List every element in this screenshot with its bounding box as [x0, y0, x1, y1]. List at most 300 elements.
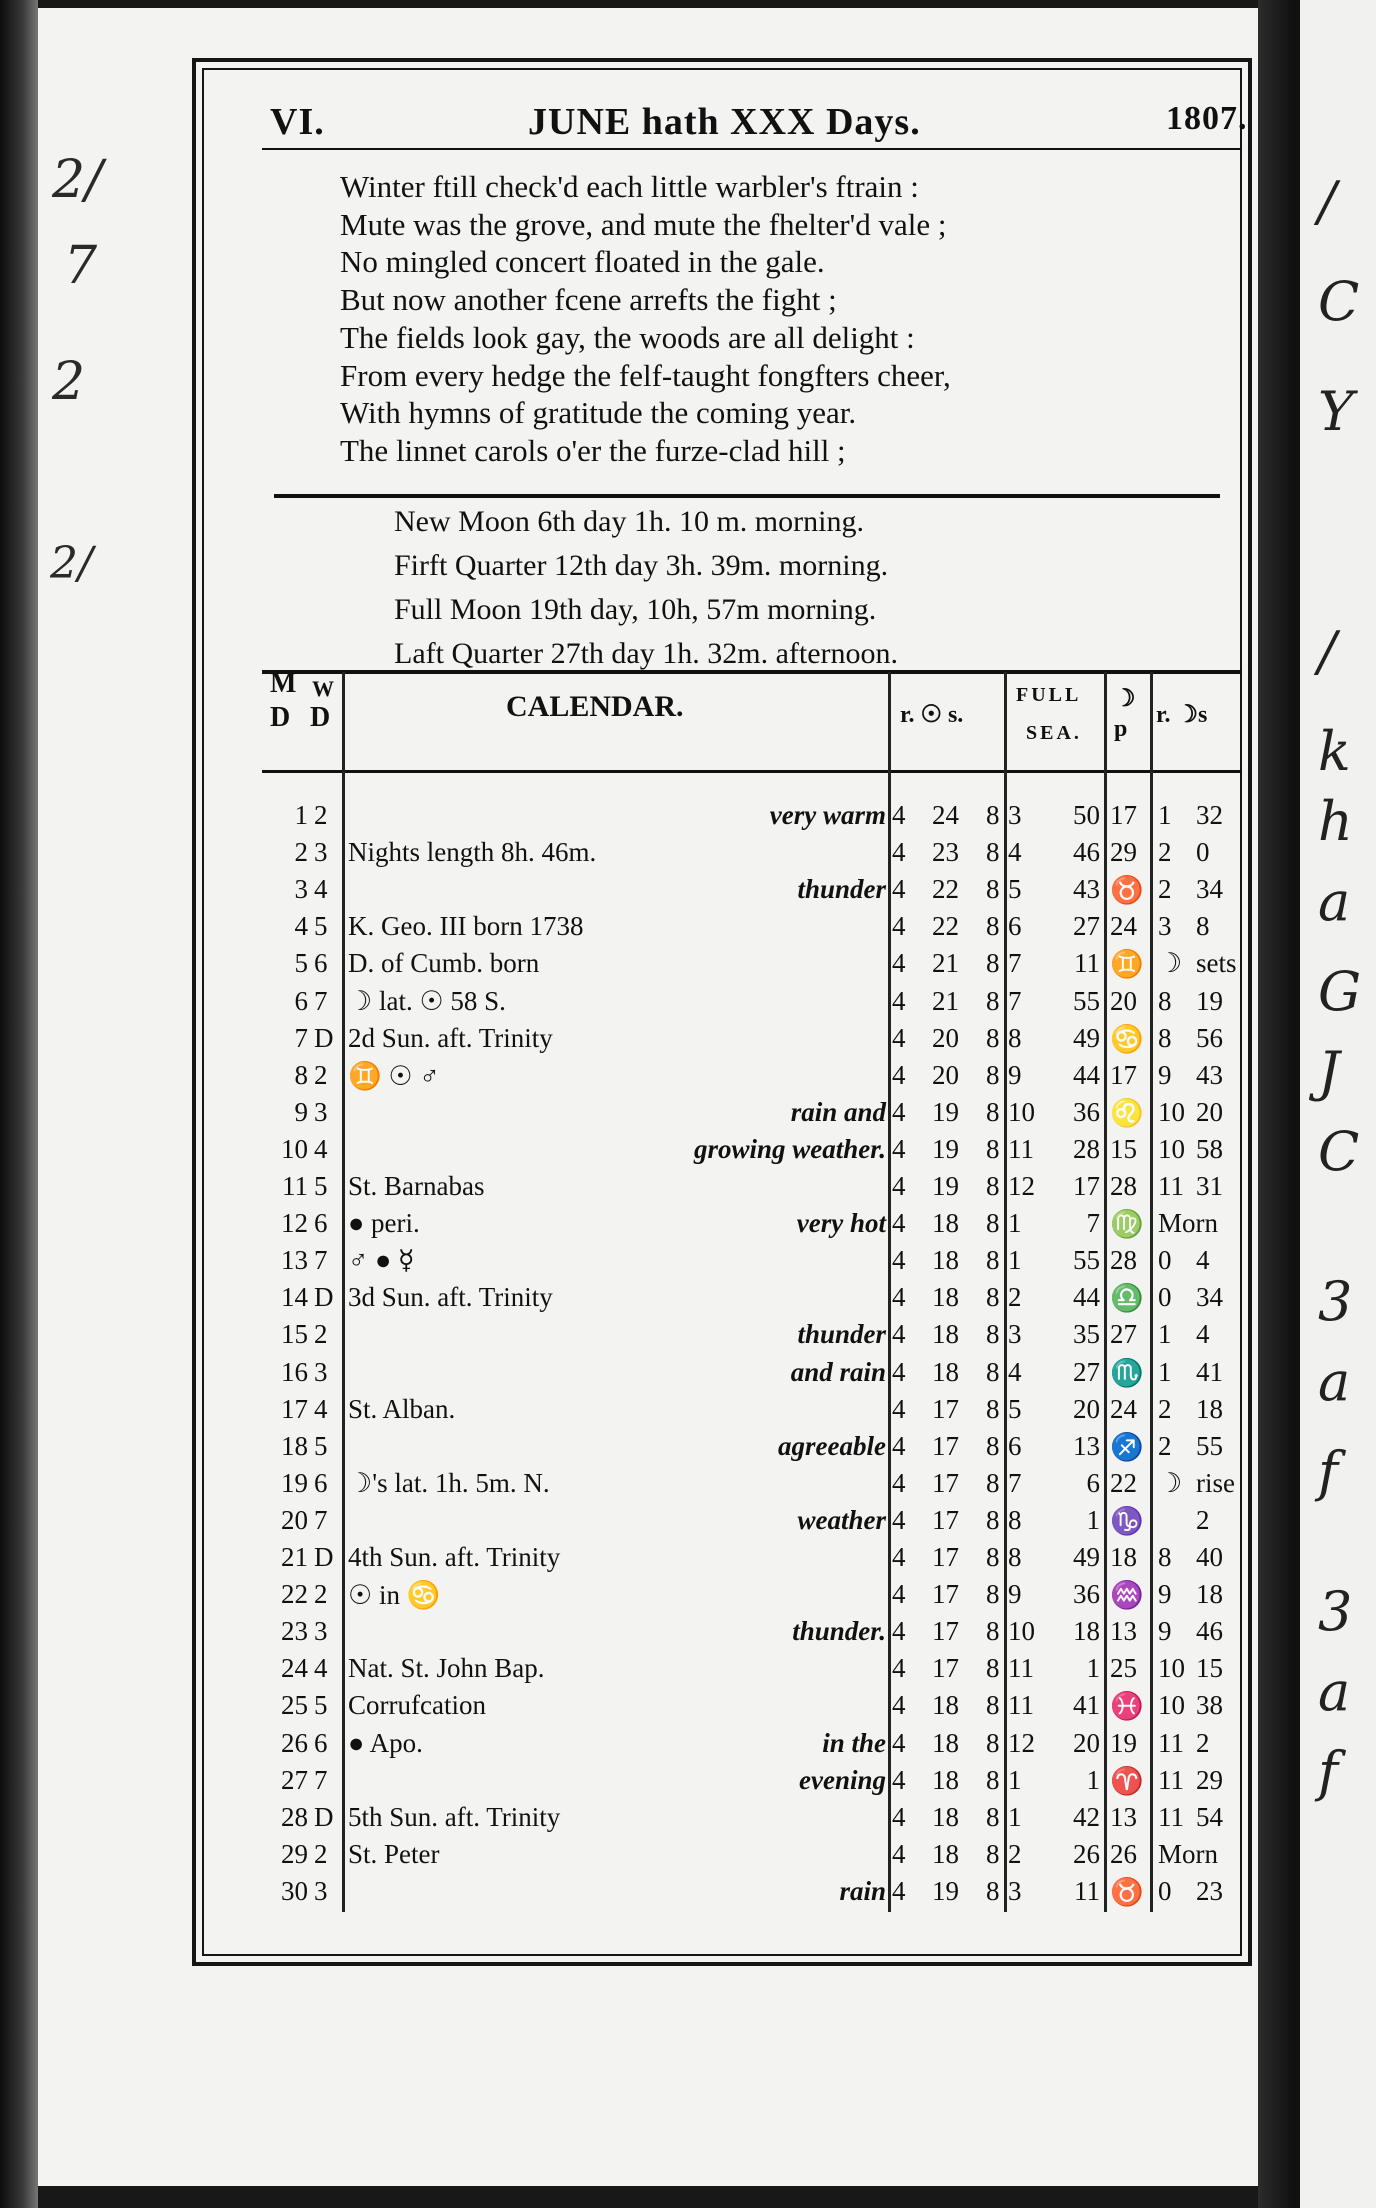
sunset-hour: 8: [986, 1616, 1000, 1647]
sunrise-hour: 4: [892, 1133, 906, 1164]
weather-note: weather: [797, 1504, 886, 1535]
event: 3d Sun. aft. Trinity: [348, 1282, 553, 1313]
day-of-week: 7: [314, 1245, 328, 1276]
facing-page-script: /: [1318, 620, 1337, 683]
full-sea-hour: 9: [1008, 1579, 1022, 1610]
day-of-month: 14: [281, 1282, 308, 1313]
full-sea-hour: 7: [1008, 1467, 1022, 1498]
poem-line: The linnet carols o'er the furze-clad hill ;: [340, 432, 846, 468]
sunset-hour: 8: [986, 1022, 1000, 1053]
day-of-month: 26: [281, 1727, 308, 1758]
moon-rise-minute: 2: [1196, 1504, 1210, 1535]
table-row: [0, 1431, 1240, 1468]
facing-page-script: 3: [1318, 1580, 1353, 1643]
day-of-week: 2: [314, 800, 328, 830]
day-of-month: 22: [281, 1579, 308, 1610]
full-sea-hour: 8: [1008, 1504, 1022, 1535]
sunrise-hour: 4: [892, 837, 906, 868]
day-of-week: 7: [314, 1764, 328, 1795]
col-moon-place-bottom: p: [1114, 716, 1128, 742]
table-row: [0, 837, 1240, 874]
day-of-month: 30: [281, 1875, 308, 1906]
table-row: [0, 1505, 1240, 1542]
full-sea-hour: 3: [1008, 800, 1022, 830]
day-of-month: 16: [281, 1356, 308, 1387]
sunrise-hour: 4: [892, 1690, 906, 1721]
moon-rise-minute: 58: [1196, 1133, 1223, 1164]
day-of-month: 13: [281, 1245, 308, 1276]
full-sea-minute: 20: [1073, 1393, 1100, 1424]
full-sea-hour: 10: [1008, 1616, 1035, 1647]
day-of-month: 19: [281, 1467, 308, 1498]
moon-rise-hour: 1: [1158, 1319, 1172, 1350]
moon-rise-hour: ☽: [1158, 948, 1183, 979]
full-sea-minute: 41: [1073, 1690, 1100, 1721]
sunrise-hour: 4: [892, 800, 906, 830]
facing-page-script: G: [1318, 960, 1362, 1023]
moon-rise-minute: 32: [1196, 800, 1223, 830]
table-row: [0, 1765, 1240, 1802]
day-of-month: 18: [281, 1430, 308, 1461]
sunrise-minute: 18: [932, 1208, 959, 1239]
day-of-week: 5: [314, 1430, 328, 1461]
sunset-hour: 8: [986, 1690, 1000, 1721]
weather-note: agreeable: [778, 1430, 886, 1461]
moon-phase-line: Full Moon 19th day, 10h, 57m morning.: [394, 593, 877, 626]
table-row: [0, 1876, 1240, 1913]
day-of-week: 2: [314, 1838, 328, 1869]
table-row: [0, 800, 1240, 837]
full-sea-minute: 27: [1073, 1356, 1100, 1387]
poem-rule: [274, 494, 1220, 498]
moon-rise-minute: 34: [1196, 874, 1223, 905]
event: D. of Cumb. born: [348, 948, 540, 979]
sunset-hour: 8: [986, 1208, 1000, 1239]
moon-rise-hour: 10: [1158, 1653, 1185, 1684]
sunrise-hour: 4: [892, 1356, 906, 1387]
moon-phases: [394, 500, 898, 676]
day-of-week: 7: [314, 1504, 328, 1535]
day-of-week: 4: [314, 874, 328, 905]
sunrise-hour: 4: [892, 1282, 906, 1313]
event: ☽'s lat. 1h. 5m. N.: [348, 1467, 550, 1498]
day-of-week: 2: [314, 1319, 328, 1350]
facing-page-script: /: [1318, 170, 1337, 233]
sunset-hour: 8: [986, 1504, 1000, 1535]
header-rule: [262, 148, 1242, 150]
full-sea-minute: 55: [1073, 985, 1100, 1016]
sunrise-hour: 4: [892, 985, 906, 1016]
sunset-hour: 8: [986, 1356, 1000, 1387]
full-sea-hour: 5: [1008, 874, 1022, 905]
table-row: [0, 1097, 1240, 1134]
moon-rise-minute: 20: [1196, 1096, 1223, 1127]
event: Nat. St. John Bap.: [348, 1653, 545, 1684]
margin-note: 7: [64, 236, 98, 296]
poem-line: But now another fcene arrefts the fight ;: [340, 282, 837, 318]
event: 4th Sun. aft. Trinity: [348, 1542, 561, 1572]
sunset-hour: 8: [986, 1579, 1000, 1610]
day-of-week: 2: [314, 1579, 328, 1610]
full-sea-hour: 1: [1008, 1764, 1022, 1795]
weather-note: and rain: [790, 1356, 886, 1387]
day-of-week: 5: [314, 1171, 328, 1201]
sunrise-minute: 18: [932, 1319, 959, 1350]
day-of-week: D: [314, 1542, 334, 1572]
weather-note: very warm: [769, 800, 886, 830]
sunrise-minute: 19: [932, 1875, 959, 1906]
moon-rise-minute: 56: [1196, 1022, 1223, 1053]
day-of-month: 8: [294, 1059, 308, 1090]
moon-place: 15: [1110, 1133, 1137, 1164]
table-row: [0, 1802, 1240, 1839]
sunrise-hour: 4: [892, 911, 906, 942]
moon-rise-hour: 8: [1158, 985, 1172, 1016]
sunrise-hour: 4: [892, 1393, 906, 1424]
full-sea-hour: 8: [1008, 1542, 1022, 1572]
day-of-week: 4: [314, 1133, 328, 1164]
sunrise-hour: 4: [892, 1875, 906, 1906]
sunrise-minute: 17: [932, 1504, 959, 1535]
full-sea-hour: 12: [1008, 1727, 1035, 1758]
full-sea-minute: 7: [1086, 1208, 1100, 1239]
event: 5th Sun. aft. Trinity: [348, 1801, 561, 1832]
moon-rise-hour: 2: [1158, 837, 1172, 868]
moon-place: ♈: [1110, 1765, 1144, 1796]
moon-rise-minute: 15: [1196, 1653, 1223, 1684]
col-wd-top: W: [312, 676, 334, 701]
moon-place: ♎: [1110, 1283, 1144, 1314]
sunset-hour: 8: [986, 1727, 1000, 1758]
moon-place: 28: [1110, 1245, 1137, 1276]
full-sea-hour: 12: [1008, 1171, 1035, 1201]
full-sea-minute: 49: [1073, 1022, 1100, 1053]
day-of-week: 4: [314, 1393, 328, 1424]
day-of-month: 9: [294, 1096, 308, 1127]
event: ☽ lat. ☉ 58 S.: [348, 985, 506, 1016]
weather-note: rain: [839, 1875, 886, 1906]
event: 2d Sun. aft. Trinity: [348, 1022, 553, 1053]
sunrise-minute: 22: [932, 911, 959, 942]
facing-page-script: h: [1318, 790, 1353, 853]
day-of-month: 11: [282, 1171, 308, 1201]
day-of-month: 7: [294, 1022, 308, 1053]
facing-page-script: C: [1318, 270, 1360, 333]
month-number: VI.: [270, 101, 325, 143]
sunset-hour: 8: [986, 948, 1000, 979]
day-of-month: 15: [281, 1319, 308, 1350]
sunset-hour: 8: [986, 911, 1000, 942]
sunrise-hour: 4: [892, 1504, 906, 1535]
event: K. Geo. III born 1738: [348, 911, 584, 942]
weather-note: rain and: [790, 1096, 886, 1127]
moon-place: 28: [1110, 1171, 1137, 1201]
sunrise-minute: 18: [932, 1245, 959, 1276]
table-row: [0, 1208, 1240, 1245]
event: ● peri.: [348, 1208, 420, 1239]
sunset-hour: 8: [986, 1393, 1000, 1424]
sunrise-minute: 20: [932, 1059, 959, 1090]
moon-rise-hour: ☽: [1158, 1467, 1183, 1498]
day-of-month: 17: [281, 1393, 308, 1424]
moon-rise-minute: 0: [1196, 837, 1210, 868]
full-sea-hour: 2: [1008, 1838, 1022, 1869]
event: St. Alban.: [348, 1393, 456, 1424]
day-of-week: 3: [314, 1875, 328, 1906]
moon-place: 19: [1110, 1727, 1137, 1758]
moon-rise-minute: 4: [1196, 1319, 1210, 1350]
moon-place: ♊: [1110, 949, 1144, 980]
full-sea-hour: 6: [1008, 911, 1022, 942]
sunset-hour: 8: [986, 1801, 1000, 1832]
sunrise-hour: 4: [892, 1022, 906, 1053]
facing-page-script: Y: [1318, 380, 1354, 443]
moon-place: ♒: [1110, 1580, 1144, 1611]
moon-place: 25: [1110, 1653, 1137, 1684]
full-sea-hour: 4: [1008, 837, 1022, 868]
day-of-month: 6: [294, 985, 308, 1016]
event: St. Barnabas: [348, 1171, 485, 1201]
moon-rise-hour: 0: [1158, 1282, 1172, 1313]
sunrise-hour: 4: [892, 1171, 906, 1201]
moon-place: 22: [1110, 1467, 1137, 1498]
full-sea-hour: 11: [1008, 1133, 1034, 1164]
table-row: [0, 1319, 1240, 1356]
day-of-week: 6: [314, 1208, 328, 1239]
sunset-hour: 8: [986, 1319, 1000, 1350]
sunset-hour: 8: [986, 1059, 1000, 1090]
event: ♊ ☉ ♂: [348, 1060, 440, 1091]
day-of-week: D: [314, 1282, 334, 1313]
sunrise-minute: 24: [932, 800, 959, 830]
sunrise-minute: 21: [932, 985, 959, 1016]
moon-phase-line: Firft Quarter 12th day 3h. 39m. morning.: [394, 549, 889, 582]
moon-rise-hour: 11: [1158, 1764, 1184, 1795]
day-of-week: 6: [314, 1467, 328, 1498]
moon-rise-hour: 9: [1158, 1579, 1172, 1610]
table-row: [0, 948, 1240, 985]
poem-line: Mute was the grove, and mute the fhelter'd vale ;: [340, 206, 947, 242]
poem-line: Winter ftill check'd each little warbler's ftrain :: [340, 169, 919, 204]
moon-place: 27: [1110, 1319, 1137, 1350]
sunrise-minute: 20: [932, 1022, 959, 1053]
col-moon-place-top: ☽: [1114, 686, 1136, 712]
sunrise-hour: 4: [892, 1096, 906, 1127]
table-row: [0, 1468, 1240, 1505]
day-of-week: 3: [314, 1096, 328, 1127]
full-sea-hour: 3: [1008, 1319, 1022, 1350]
moon-place: 26: [1110, 1838, 1137, 1869]
moon-rule: [262, 670, 1242, 674]
moon-place: 17: [1110, 1059, 1137, 1090]
moon-place: 18: [1110, 1542, 1137, 1572]
day-of-month: 20: [281, 1504, 308, 1535]
moon-rise-hour: Morn: [1158, 1838, 1218, 1869]
moon-place: ♐: [1110, 1431, 1144, 1462]
full-sea-minute: 26: [1073, 1838, 1100, 1869]
sunrise-hour: 4: [892, 1059, 906, 1090]
full-sea-minute: 27: [1073, 911, 1100, 942]
page-title: JUNE hath XXX Days.: [528, 101, 921, 143]
full-sea-minute: 36: [1073, 1096, 1100, 1127]
sunrise-minute: 18: [932, 1801, 959, 1832]
sunset-hour: 8: [986, 1282, 1000, 1313]
moon-rise-hour: 11: [1158, 1801, 1184, 1832]
moon-place: ♑: [1110, 1505, 1144, 1536]
day-of-week: D: [314, 1801, 334, 1832]
sunrise-minute: 19: [932, 1096, 959, 1127]
facing-page-script: a: [1318, 870, 1351, 933]
day-of-week: 6: [314, 948, 328, 979]
sunrise-hour: 4: [892, 1245, 906, 1276]
day-of-week: 7: [314, 985, 328, 1016]
event: ● Apo.: [348, 1727, 423, 1758]
full-sea-minute: 50: [1073, 800, 1100, 830]
event: Corrufcation: [348, 1690, 486, 1721]
weather-note: thunder.: [792, 1616, 886, 1647]
event: ♂ ● ☿: [348, 1245, 415, 1276]
day-of-week: D: [314, 1022, 334, 1053]
sunset-hour: 8: [986, 800, 1000, 830]
sunrise-hour: 4: [892, 1764, 906, 1795]
sunrise-hour: 4: [892, 1467, 906, 1498]
facing-page-script: k: [1318, 720, 1351, 783]
full-sea-minute: 20: [1073, 1727, 1100, 1758]
moon-rise-hour: 11: [1158, 1171, 1184, 1201]
table-row: [0, 911, 1240, 948]
moon-rise-minute: 18: [1196, 1579, 1223, 1610]
col-full-sea-bottom: SEA.: [1026, 722, 1082, 744]
moon-rise-hour: 3: [1158, 911, 1172, 942]
moon-rise-hour: 1: [1158, 800, 1172, 830]
col-full-sea-top: FULL: [1016, 684, 1082, 706]
table-row: [0, 986, 1240, 1023]
table-row: [0, 1282, 1240, 1319]
col-md-top: M: [270, 668, 297, 699]
table-row: [0, 1839, 1240, 1876]
moon-rise-hour: 8: [1158, 1542, 1172, 1572]
moon-rise-minute: 46: [1196, 1616, 1223, 1647]
full-sea-hour: 9: [1008, 1059, 1022, 1090]
year: 1807.: [1166, 100, 1248, 137]
table-row: [0, 1579, 1240, 1616]
sunset-hour: 8: [986, 1096, 1000, 1127]
weather-note: thunder: [797, 1319, 886, 1350]
table-row: [0, 1171, 1240, 1208]
day-of-week: 6: [314, 1727, 328, 1758]
moon-rise-minute: 34: [1196, 1282, 1223, 1313]
full-sea-hour: 2: [1008, 1282, 1022, 1313]
moon-rise-hour: 0: [1158, 1245, 1172, 1276]
moon-rise-minute: 18: [1196, 1393, 1223, 1424]
facing-page-script: a: [1318, 1350, 1351, 1413]
facing-page-script: J: [1318, 1040, 1340, 1103]
sunrise-minute: 23: [932, 837, 959, 868]
sunset-hour: 8: [986, 1838, 1000, 1869]
full-sea-hour: 6: [1008, 1430, 1022, 1461]
day-of-week: 3: [314, 837, 328, 868]
sunrise-minute: 18: [932, 1282, 959, 1313]
full-sea-minute: 1: [1086, 1504, 1100, 1535]
day-of-month: 27: [281, 1764, 308, 1795]
sunrise-minute: 18: [932, 1764, 959, 1795]
facing-page-script: f: [1318, 1740, 1338, 1803]
table-row: [0, 1690, 1240, 1727]
full-sea-minute: 44: [1073, 1059, 1100, 1090]
moon-rise-minute: 43: [1196, 1059, 1223, 1090]
full-sea-minute: 44: [1073, 1282, 1100, 1313]
facing-page-script: C: [1318, 1120, 1360, 1183]
sunrise-minute: 18: [932, 1690, 959, 1721]
full-sea-minute: 13: [1073, 1430, 1100, 1461]
table-row: [0, 1245, 1240, 1282]
sunrise-minute: 17: [932, 1393, 959, 1424]
sunrise-hour: 4: [892, 1727, 906, 1758]
day-of-month: 28: [281, 1801, 308, 1832]
full-sea-hour: 3: [1008, 1875, 1022, 1906]
day-of-week: 3: [314, 1616, 328, 1647]
day-of-month: 29: [281, 1838, 308, 1869]
full-sea-hour: 11: [1008, 1653, 1034, 1684]
col-sun: r. ☉ s.: [900, 702, 964, 728]
table-row: [0, 1394, 1240, 1431]
full-sea-hour: 1: [1008, 1801, 1022, 1832]
table-row: [0, 1653, 1240, 1690]
moon-rise-minute: 38: [1196, 1690, 1223, 1721]
moon-place: ♍: [1110, 1209, 1144, 1240]
full-sea-hour: 1: [1008, 1208, 1022, 1239]
weather-note: growing weather.: [693, 1133, 886, 1164]
sunrise-minute: 19: [932, 1133, 959, 1164]
sunset-hour: 8: [986, 1171, 1000, 1201]
sunset-hour: 8: [986, 1245, 1000, 1276]
poem-line: From every hedge the felf-taught fongfters cheer,: [340, 357, 951, 393]
day-of-week: 5: [314, 1690, 328, 1721]
sunrise-minute: 17: [932, 1579, 959, 1610]
sunset-hour: 8: [986, 1875, 1000, 1906]
table-row: [0, 1134, 1240, 1171]
moon-rise-minute: 31: [1196, 1171, 1223, 1201]
table-row: [0, 1728, 1240, 1765]
sunrise-hour: 4: [892, 1430, 906, 1461]
event: ☉ in ♋: [348, 1580, 441, 1611]
day-of-month: 24: [281, 1653, 308, 1684]
sunrise-minute: 18: [932, 1727, 959, 1758]
full-sea-minute: 1: [1086, 1653, 1100, 1684]
full-sea-hour: 1: [1008, 1245, 1022, 1276]
moon-rise-minute: 19: [1196, 985, 1223, 1016]
weather-note: evening: [799, 1764, 886, 1795]
day-of-month: 21: [281, 1542, 308, 1572]
sunset-hour: 8: [986, 874, 1000, 905]
moon-rise-minute: 40: [1196, 1542, 1223, 1572]
moon-rise-hour: 8: [1158, 1022, 1172, 1053]
moon-place: 24: [1110, 1393, 1137, 1424]
moon-place: ♌: [1110, 1097, 1144, 1128]
sunrise-hour: 4: [892, 948, 906, 979]
sunrise-minute: 17: [932, 1542, 959, 1572]
col-calendar: CALENDAR.: [506, 690, 684, 723]
moon-rise-minute: 4: [1196, 1245, 1210, 1276]
sunrise-minute: 19: [932, 1171, 959, 1201]
header-bottom-rule: [262, 770, 1242, 773]
moon-rise-minute: 2: [1196, 1727, 1210, 1758]
moon-rise-hour: 11: [1158, 1727, 1184, 1758]
full-sea-hour: 11: [1008, 1690, 1034, 1721]
moon-place: ♉: [1110, 875, 1144, 906]
moon-place: 13: [1110, 1801, 1137, 1832]
full-sea-hour: 7: [1008, 985, 1022, 1016]
